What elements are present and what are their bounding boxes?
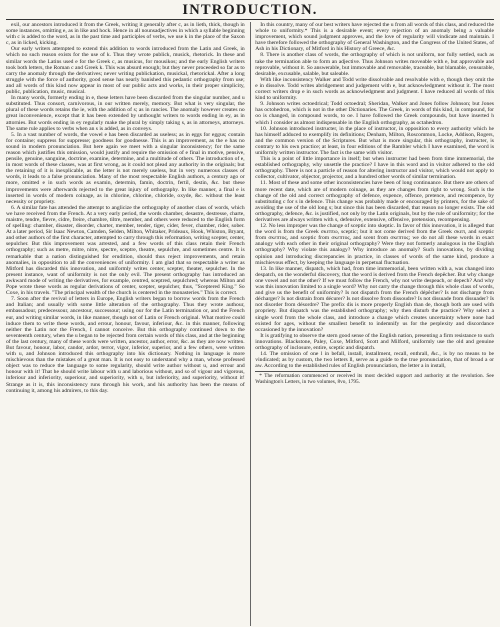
paragraph: This is a point of little importance in itself; but when instructer had been from time immemorial, the established orthography, why unsettle the practice? I have in this word and in visitor adhered to the old orthography. There is not a particle of reason for altering instructor and visitor, which would not apply to collector, cultivator, objector, projector, and a hundred other words of similar termination. <box>255 156 494 181</box>
paragraph: 6. A similar fate has attended the attempt to anglicize the orthography of another class of words, which we have received from the French. At a very early period, the words chamber, desastre, destresse, charte, maistre, tendre, fievre, cidre, freire, chambre, tiltre, member, and others were reduced to the English form of spelling: chamber, disaster, disorder, charter, member, tender, tiger, cider, fever, chamber, rider, sober. At a later period, Sir Isaac Newton, Camden, Selden, Milton, Whitaker, Prideaux, Hook, Whiston, Bryant, and other authors of the first character, attempted to carry through this reformation, writing scepter, center, sepulcher. But this improvement was arrested, and a few words of this class retain their French orthography; such as metre, mitre, nitre, spectre, sceptre, theatre, sepulchre, and sometimes centre. It is remarkable that a nation distinguished for erudition, should thus reject improvements, and retain anomalies, in opposition to all the conveniences of uniformity. I am glad that so respectable a writer as Mitford has discarded this innovation, and uniformly writes center, scepter, theater, sepulcher. In the present instance, want of uniformity is not the only evil. The present orthography has introduced an awkward mode of writing the derivatives, for example, centred, sceptred, sepulchred; whereas Milton and Pope wrote these words as regular derivations of center, scepter, sepulcher, thus, "Sceptered King." So Coxe, in his travels. "The principal wealth of the church is centered in the monasteries." This is correct. <box>6 204 245 297</box>
paragraph: 14. The omission of one l in befall, install, installment, recall, enthrall, &c., is by no means to be vindicated; as by custom, the two letters ll, serve as a guide to the true pronunciation, that of broad a or aw. According to the established rules of English pronunciation, the letter a in install, <box>255 351 494 370</box>
paragraph: Our early writers attempted to extend this addition to words introduced from the Latin and Greek, in which no such reason exists for the use of k. Thus they wrote publick, musick, rhetorick. In these and similar words the Latins used e for the Greek c, as musicus, for mousikos; and the early English writers took both letters, the Roman c and Greek k. This was absurd enough; but they never proceeded so far as to carry the anomaly through the derivatives; never writing publickation, musickal, rhetorickal. After a long struggle with the force of authority, good sense has nearly banished this pedantic orthography from use; and all words of this kind now appear in most of our public acts and works, in their proper simplicity, public, publication, music, musical. <box>6 46 245 96</box>
paragraph: 11. Most of these and some other inconsistencies have been of long continuance. But there are others of more recent date, which are of modern coinage, as they are changes from right to wrong. Such is the change of the old and correct orthography of defence, expence, offence, pretence, and recompence, by substituting c for s in defence. This change was probably made or encouraged by printers, for the sake of avoiding the use of the old long s; but since this has been discarded, that reason no longer exists. The old orthography, defence, &c. is justified, not only by the Latin originals, but by the rule of uniformity; for the derivatives are always written with s, defensive, extensive, offensive, pretension, recompensing. <box>255 180 494 223</box>
paragraph: 5. In a vast number of words, the vowel e has been discarded as useless; as in eggs for eggus; contain for containe; suppress for suppresse; goodness for goodnesse. This is an improvement, as the e has no sound in modern pronunciation. But here again we meet with a singular inconsistency; for the same reason which justifies this omission, would justify and require the omission of e final in motive, pensive, pensile, genuine, sanguine, doctrine, examine, determine, and a multitude of others. The introduction of e, in most words of these classes, was at first wrong, as it could not plead any authority in the originals; but the retaining of it is inexplicable, as the letter is not merely useless, but in very numerous classes of words, it leads to a false pronunciation. Many of the most respectable English authors, a century ago or more, omitted e in such words as examin, determin, famin, doctrin, fertil, destin, &c. but these improvements were afterwards rejected to the great injury of orthography. In like manner, a final e is inserted in words of modern coinage, as in chlorine, chlorine, chloride, oxyde, &c. without the least necessity or propriety. <box>6 131 245 205</box>
paragraph: 8. There is another class of words, the orthography of which is not uniform, nor fully settled, such as take the termination able to form an adjective. Thus Johnson writes moveable with e, but approvable and reprovable, without it. So answerable, but immovable and removable, traceable, but blamable, censurable, desirable, excusable, salable, but saleable. <box>255 52 494 77</box>
footnote: * The reformation commenced or received its most decided support and authority at the revolution. See Washington's Letters, in two volumes, 8vo, 1795. <box>255 373 494 386</box>
right-column <box>255 22 494 626</box>
left-column <box>6 22 245 626</box>
column-divider <box>250 22 251 626</box>
header-rule <box>6 19 494 20</box>
paragraph: 12. No less improper was the change of sceptic into skeptic. In favor of this innovation, it is alleged that the word is from the Greek σκεπτω, sceptic; but it not come derived from the Greek σκεπ, and sceptic from σκεπτος, and sceptic from σκεπτος, and scent from σκεπτος; we do not all these words in exact analogy with each other in their original orthography? Were they not formerly analogous in the English orthography? Why violate this analogy? Why introduce an anomaly? Such innovations, by dividing opinion and introducing discrepancies in practice, in classes of words of the same kind, produce a mischievous effect, by keeping the language in perpetual fluctuation. <box>255 223 494 266</box>
paragraph: 9. Johnson writes octoedrical; Todd octoedral; Sheridan, Walker and Jones follow Johnson; but Jones has octohedron, which is not in the other Dictionaries. The Greek, in words of this kind, in compound, for oo is changed, in compound words, to oe. I have followed the Greek compounds, but have inserted h which I consider as almost indispensable in the English orthography, as octahedron. <box>255 101 494 126</box>
paragraph: 7. Soon after the revival of letters in Europe, English writers began to borrow words from the French and Italian; and usually with some little alteration of the orthography. Thus they wrote authour, embassadour, predecessour, ancestour, successour; using our for the Latin termination or, and the French eur, and writing similar words, in like manner, though not of Latin or French original. What motive could induce them to write these words, and errour, honour, favour, inferiour, &c. in this manner, following neither the Latin nor the French, I cannot conceive. But this orthography continued down to the seventeenth century, when the u began to be rejected from certain words of this class, and at the beginning of the last century, many of these words were written, ancestor, author, error, &c. as they are now written. But favour, honour, labor, candor, ardor, terror, vigor, inferior, superior, and a few others, were written with u, and Johnson introduced this orthography into his dictionary. Nothing in language is more mischievous than the mistakes of a great man. It is not easy to understand why a man, whose professed object was to reduce the language to some regularity, should write author without u, and errour and honour with it! That he should write labour with u and laborious without, and so of vigour and vigorous, inferiour and inferiority, superiour, and superiority, with u, but inferiority, and superiority, without it! Strange as it is, this inconsistency runs through his work, and his authority has been the means of continuing it, among his admirers, to this day. <box>6 296 245 394</box>
paragraph: It is gratifying to observe the stern good sense of the English nation, presenting a firm resistance to such innovations. Blackstone, Paley, Coxe, Mitford, Scott and Milford, uniformly use the old and genuine orthography of inclosure, entire, sceptic and dispatch. <box>255 332 494 351</box>
running-head-title: INTRODUCTION. <box>182 2 318 18</box>
two-column-body <box>6 22 494 626</box>
paragraph: 10. Johnson introduced instructer, in the place of instructor, in opposition to every authority which he has himself adduced to exemplify its definitions; Denham, Milton, Roscommon, Locke, Addison, Rogers, and the common version of the Scriptures. But what is more singular, this orthography, instructer, is contrary to his own practice; at least, in four editions of the Rambler which I have examined, the word is uniformly written instructor. The fact is the same with visitor. <box>255 125 494 156</box>
paragraph: With like inconsistency Walker and Todd write dissolvable and resolvable with e, though they omit the e in dissolve. Todd writes abridgement and judgement with e, but acknowledgment without it. The most correct writers drop e in such words as acknowledgment and judgment. I have reduced all words of this kind to uniformity. <box>255 76 494 102</box>
paragraph: In this country, many of our best writers have rejected the u from all words of this class, and reduced the whole to uniformity.* This is a desirable event; every rejection of an anomaly being a valuable improvement, which sound judgment approves, and the love of regularity will vindicate and maintain. I have therefore followed the orthography of General Washington, and the Congress of the United States, of Ash in his Dictionary, of Mitford in his History of Greece, &c. <box>255 22 494 53</box>
paragraph: In many words, formerly ending in e, these letters have been discarded from the singular number, and u substituted. Thus consort, carnivorous, in our written merely, memory. But what is very singular, the plural of these words retains the ie, with the addition of s; as in rancies. The anomaly however creates no great inconvenience, except that it has been extended by unthought writers to words ending in ey, as in attornies. But words ending in ey regularly make the plural by simply taking s, as in attorneys, attorneys. The same rule applies to verbs when an s is added, as in conveys. <box>6 95 245 132</box>
paragraph: exil, our ancestors introduced it from the Greek, writing it generally after c, as in lieth, thick, though in some instances, omitting e, as in like and hock. Hence in all nounsadjectives in which a syllable beginning with c is added to the word, as in the past time and participles of verbs, we use k in the place of the Saxon c, as in licked, kicking. <box>6 22 245 47</box>
paragraph: 13. In like manner, dispatch, which had, from time immemorial, been written with a, was changed into despatch, on the wonderful discovery, that the word is derived from the French depêcher. But why change one vowel and not the other? If we must follow the French, why not write despeach, or depech? And why was this innovation limited to a single word? Why not carry the change through this whole class of words, and give us the benefit of uniformity? Is not dispatch from the French dépêcher? Is not discharge from décharger? Is not distrain from décurer? Is not dissolve from dissoudre? Is not dissuade from dissuader? Is not disorder from désordre? The prefix dis is more properly English than de, though both are used with propriety. But dispatch was the established orthography; why then disturb the practice? Why select a single word from the whole class, and introduce a change which creates uncertainty where none had existed for ages, without the smallest benefit to indemnify us for the perplexity and discordance occasioned by the innovation? <box>255 265 494 333</box>
